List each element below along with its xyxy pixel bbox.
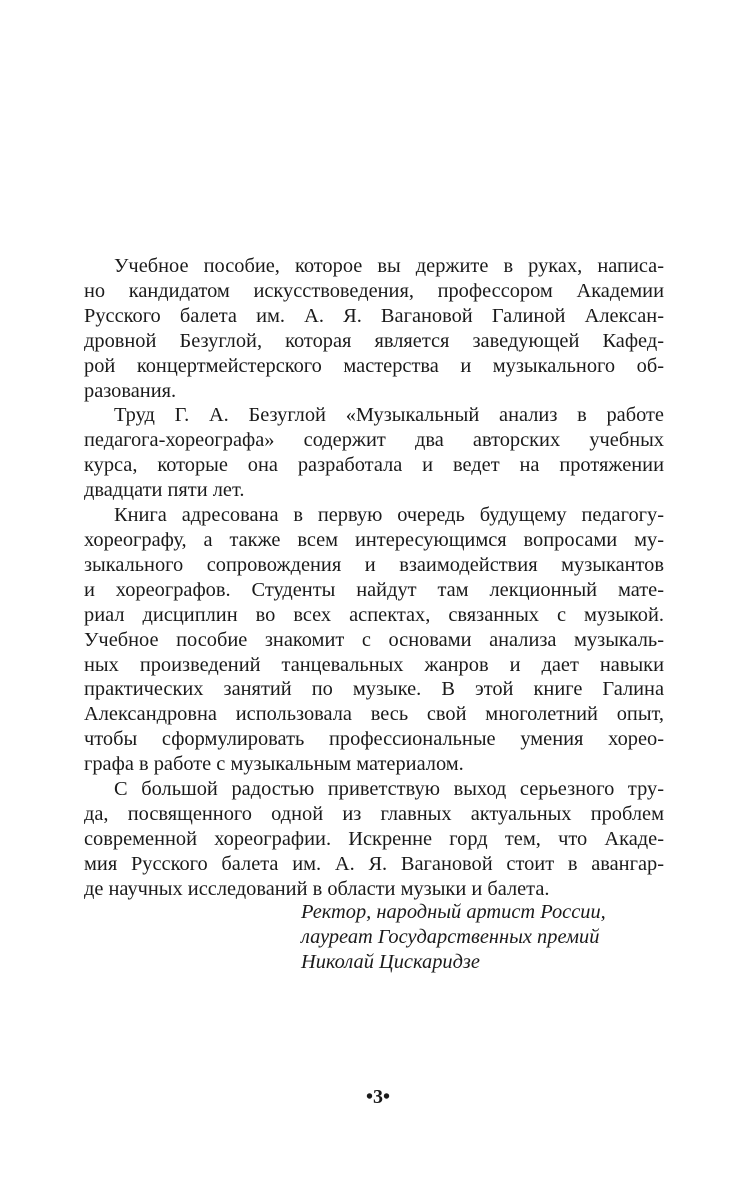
- text-line: де научных исследований в области музыки и балета.: [84, 877, 550, 900]
- text-line: разования.: [84, 379, 177, 402]
- text-line: но кандидатом искусствоведения, профессором Академии: [84, 279, 664, 302]
- signature-author: Николай Цискаридзе: [301, 950, 480, 973]
- text-line: ных произведений танцевальных жанров и дает навыки: [84, 653, 664, 676]
- signature-title: Ректор, народный артист России,: [301, 901, 606, 923]
- text-line: чтобы сформулировать профессиональные умения хорео-: [84, 728, 664, 751]
- foreword-text: [84, 254, 664, 902]
- text-line: хореографу, а также всем интересующимся вопросами му-: [84, 528, 664, 551]
- text-line: рой концертмейстерского мастерства и музыкального об-: [84, 354, 664, 377]
- text-line: риал дисциплин во всех аспектах, связанных с музыкой.: [84, 603, 664, 626]
- paragraph-1: [84, 254, 664, 403]
- signature-block: [301, 900, 661, 975]
- text-line: Александровна использовала весь свой многолетний опыт,: [84, 703, 664, 726]
- paragraph-3: [84, 503, 664, 777]
- text-line: двадцати пяти лет.: [84, 479, 245, 502]
- text-line: зыкального сопровождения и взаимодействия музыкантов: [84, 553, 664, 576]
- text-line: курса, которые она разработала и ведет на протяжении: [84, 454, 664, 477]
- text-line: да, посвященного одной из главных актуальных проблем: [84, 802, 664, 825]
- text-line: практических занятий по музыке. В этой книге Галина: [84, 678, 664, 701]
- paragraph-4: [84, 777, 664, 902]
- text-line: Труд Г. А. Безуглой «Музыкальный анализ в работе: [114, 404, 664, 427]
- text-line: Учебное пособие знакомит с основами анализа музыкаль-: [84, 628, 664, 651]
- text-line: графа в работе с музыкальным материалом.: [84, 753, 464, 776]
- text-line: Книга адресована в первую очередь будущему педагогу-: [114, 504, 664, 527]
- text-line: Учебное пособие, которое вы держите в руках, написа-: [114, 255, 664, 277]
- paragraph-2: [84, 403, 664, 503]
- text-line: С большой радостью приветствую выход серьезного тру-: [114, 778, 664, 801]
- text-line: и хореографов. Студенты найдут там лекционный мате-: [84, 578, 664, 601]
- text-line: мия Русского балета им. А. Я. Вагановой стоит в авангар-: [84, 852, 664, 875]
- signature-awards: лауреат Государственных премий: [301, 925, 600, 948]
- text-line: Русского балета им. А. Я. Вагановой Галиной Алексан-: [84, 304, 664, 327]
- text-line: современной хореографии. Искренне горд тем, что Акаде-: [84, 827, 664, 850]
- text-line: дровной Безуглой, которая является заведующей Кафед-: [84, 329, 664, 352]
- page-number: •3•: [365, 1086, 390, 1108]
- text-line: педагога-хореографа» содержит два авторских учебных: [84, 429, 664, 452]
